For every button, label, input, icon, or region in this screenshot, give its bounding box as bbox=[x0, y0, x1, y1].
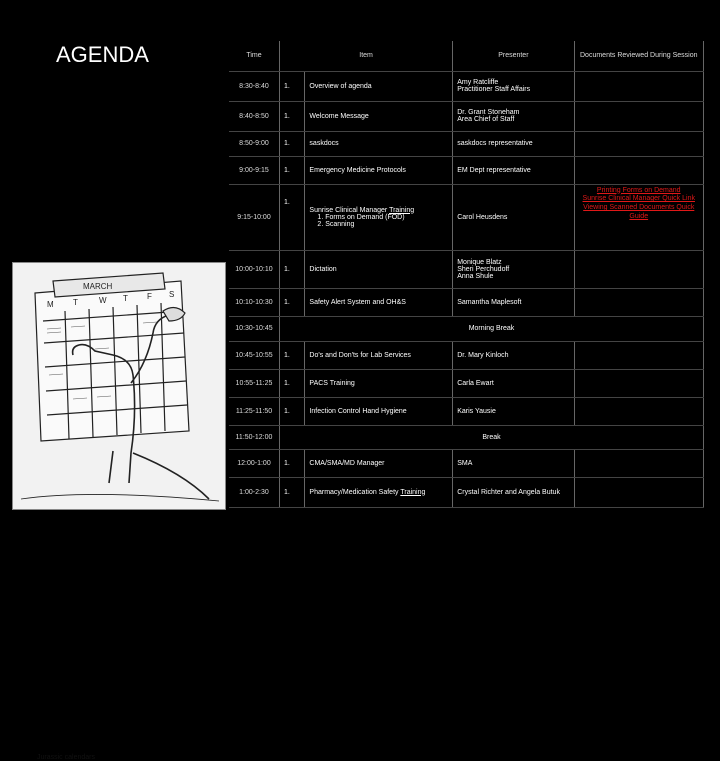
table-row bbox=[229, 101, 704, 131]
row-subitem: 1. Forms on Demand (FOD) bbox=[317, 213, 405, 221]
header-presenter: Presenter bbox=[453, 41, 574, 71]
table-row bbox=[229, 156, 704, 184]
cartoon-drawing bbox=[13, 263, 225, 509]
row-item: Safety Alert System and OH&S bbox=[305, 288, 453, 316]
row-number: 1. bbox=[279, 449, 304, 477]
agenda-table bbox=[229, 41, 704, 508]
calendar-cartoon-image bbox=[12, 262, 226, 761]
slide-title: AGENDA bbox=[56, 42, 149, 67]
row-documents bbox=[574, 156, 703, 184]
row-item: saskdocs bbox=[305, 131, 453, 156]
table-row bbox=[229, 250, 704, 288]
row-presenter: Carla Ewart bbox=[453, 369, 574, 397]
row-item: Overview of agenda bbox=[305, 71, 453, 101]
break-label: Morning Break bbox=[279, 316, 703, 341]
table-row bbox=[229, 184, 704, 250]
row-documents bbox=[574, 397, 703, 425]
row-time: 9:00-9:15 bbox=[229, 156, 279, 184]
row-time: 11:50-12:00 bbox=[229, 425, 279, 449]
row-item bbox=[305, 477, 453, 507]
row-documents bbox=[574, 101, 703, 131]
scm-quick-link[interactable]: Sunrise Clinical Manager Quick Link bbox=[582, 195, 695, 203]
row-presenter: Karis Yausie bbox=[453, 397, 574, 425]
row-time: 10:10-10:30 bbox=[229, 288, 279, 316]
row-presenter: saskdocs representative bbox=[453, 131, 574, 156]
row-number: 1. bbox=[279, 131, 304, 156]
row-time: 1:00-2:30 bbox=[229, 477, 279, 507]
row-time: 8:30-8:40 bbox=[229, 71, 279, 101]
row-documents bbox=[574, 71, 703, 101]
row-time: 11:25-11:50 bbox=[229, 397, 279, 425]
row-time: 9:15-10:00 bbox=[229, 184, 279, 250]
row-presenter: Amy Ratcliffe Practitioner Staff Affairs bbox=[453, 71, 574, 101]
svg-text:F: F bbox=[147, 292, 152, 301]
row-number: 1. bbox=[279, 71, 304, 101]
training-link[interactable]: Training bbox=[400, 488, 426, 496]
table-row bbox=[229, 369, 704, 397]
svg-text:T: T bbox=[123, 294, 128, 303]
row-item: Infection Control Hand Hygiene bbox=[305, 397, 453, 425]
row-item: Do's and Don'ts for Lab Services bbox=[305, 341, 453, 369]
table-row bbox=[229, 397, 704, 425]
row-time: 10:30-10:45 bbox=[229, 316, 279, 341]
svg-text:M: M bbox=[47, 300, 54, 309]
row-number: 1. bbox=[279, 156, 304, 184]
table-row bbox=[229, 288, 704, 316]
row-item: Welcome Message bbox=[305, 101, 453, 131]
row-item bbox=[305, 184, 453, 250]
row-number: 1. bbox=[279, 341, 304, 369]
row-number: 1. bbox=[279, 397, 304, 425]
row-documents bbox=[574, 184, 703, 250]
table-row bbox=[229, 131, 704, 156]
row-item: PACS Training bbox=[305, 369, 453, 397]
row-number: 1. bbox=[279, 477, 304, 507]
table-row bbox=[229, 449, 704, 477]
break-label: Break bbox=[279, 425, 703, 449]
table-row bbox=[229, 71, 704, 101]
table-row bbox=[229, 341, 704, 369]
header-documents: Documents Reviewed During Session bbox=[574, 41, 703, 71]
table-header-row bbox=[229, 41, 704, 71]
viewing-scanned-documents-link[interactable]: Viewing Scanned Documents Quick Guide bbox=[583, 204, 695, 220]
row-item: Emergency Medicine Protocols bbox=[305, 156, 453, 184]
row-time: 8:50-9:00 bbox=[229, 131, 279, 156]
printing-forms-on-demand-link[interactable]: Printing Forms on Demand bbox=[596, 186, 681, 194]
header-time: Time bbox=[229, 41, 279, 71]
table-row-break bbox=[229, 316, 704, 341]
row-time: 8:40-8:50 bbox=[229, 101, 279, 131]
row-documents bbox=[574, 288, 703, 316]
row-item: CMA/SMA/MD Manager bbox=[305, 449, 453, 477]
row-item-text: Sunrise Clinical Manager bbox=[309, 206, 388, 214]
row-documents bbox=[574, 131, 703, 156]
row-subitem: 2. Scanning bbox=[317, 220, 355, 228]
row-presenter: Samantha Maplesoft bbox=[453, 288, 574, 316]
row-number: 1. bbox=[279, 101, 304, 131]
row-documents bbox=[574, 341, 703, 369]
row-presenter: Monique Blatz Sheri Perchudoff Anna Shule bbox=[453, 250, 574, 288]
row-number: 1. bbox=[279, 288, 304, 316]
row-presenter: Dr. Grant Stoneham Area Chief of Staff bbox=[453, 101, 574, 131]
training-link[interactable]: Training bbox=[389, 206, 415, 214]
header-item: Item bbox=[279, 41, 452, 71]
row-presenter: SMA bbox=[453, 449, 574, 477]
row-item: Dictation bbox=[305, 250, 453, 288]
cartoon-month-label: MARCH bbox=[83, 282, 113, 291]
row-time: 10:55-11:25 bbox=[229, 369, 279, 397]
row-number: 1. bbox=[279, 369, 304, 397]
svg-text:S: S bbox=[169, 290, 175, 299]
row-documents bbox=[574, 477, 703, 507]
table-row bbox=[229, 477, 704, 507]
row-time: 10:00-10:10 bbox=[229, 250, 279, 288]
row-time: 10:45-10:55 bbox=[229, 341, 279, 369]
svg-text:T: T bbox=[73, 298, 78, 307]
cartoon-caption: Jurassic calendars bbox=[37, 754, 95, 761]
row-number: 1. bbox=[279, 250, 304, 288]
row-number: 1. bbox=[279, 184, 304, 250]
row-item-text: Pharmacy/Medication Safety bbox=[309, 488, 399, 496]
row-presenter: Dr. Mary Kinloch bbox=[453, 341, 574, 369]
row-presenter: EM Dept representative bbox=[453, 156, 574, 184]
row-documents bbox=[574, 449, 703, 477]
row-documents bbox=[574, 369, 703, 397]
table-row-break bbox=[229, 425, 704, 449]
svg-text:W: W bbox=[99, 296, 107, 305]
row-documents bbox=[574, 250, 703, 288]
row-presenter: Crystal Richter and Angela Butuk bbox=[453, 477, 574, 507]
row-time: 12:00-1:00 bbox=[229, 449, 279, 477]
row-presenter: Carol Heusdens bbox=[453, 184, 574, 250]
